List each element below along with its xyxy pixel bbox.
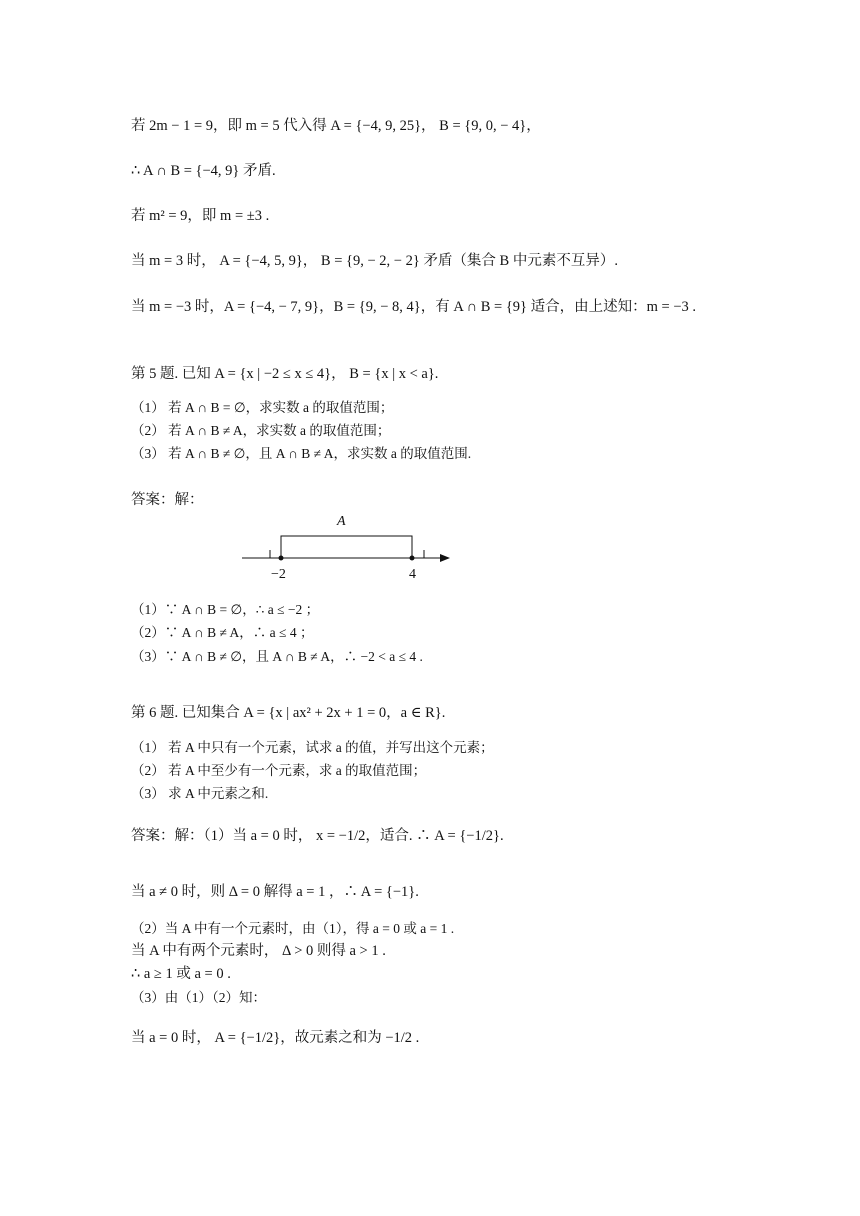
- text-line: ∴ a ≥ 1 或 a = 0 .: [131, 966, 231, 982]
- text-line: 当 m = −3 时，A = {−4, − 7, 9}，B = {9, − 8, 4}，有 A ∩ B = {9} 适合，由上述知：m = −3 .: [131, 299, 696, 315]
- right-endpoint-label: 4: [409, 567, 416, 582]
- solution-5-part-2: （2）∵ A ∩ B ≠ A，∴ a ≤ 4 ；: [131, 625, 314, 640]
- solution-5-part-3: （3）∵ A ∩ B ≠ ∅，且 A ∩ B ≠ A，∴ −2 < a ≤ 4 .: [131, 649, 423, 664]
- problem-6-part-2: （2） 若 A 中至少有一个元素，求 a 的取值范围；: [131, 763, 427, 778]
- set-a-interval: [281, 536, 412, 558]
- problem-6-title: 第 6 题. 已知集合 A = {x | ax² + 2x + 1 = 0，a ∈ R}.: [131, 705, 446, 721]
- text-line: 当 m = 3 时， A = {−4, 5, 9}， B = {9, − 2, − 2} 矛盾（集合 B 中元素不互异）.: [131, 253, 618, 269]
- text-line: 当 a ≠ 0 时，则 Δ = 0 解得 a = 1 ，∴ A = {−1}.: [131, 884, 419, 900]
- problem-6-part-3: （3） 求 A 中元素之和.: [131, 786, 269, 801]
- text-line: 当 a = 0 时， A = {−1/2}，故元素之和为 −1/2 .: [131, 1030, 420, 1046]
- text-line: 若 m² = 9，即 m = ±3 .: [131, 208, 270, 224]
- text-line: 若 2m − 1 = 9，即 m = 5 代入得 A = {−4, 9, 25}， B = {9, 0, − 4}，: [131, 118, 541, 134]
- answer-6-part-3: （3）由（1）（2）知：: [131, 990, 266, 1005]
- problem-5-part-3: （3） 若 A ∩ B ≠ ∅，且 A ∩ B ≠ A，求实数 a 的取值范围.: [131, 446, 472, 461]
- text-line: ∴ A ∩ B = {−4, 9} 矛盾.: [131, 163, 276, 179]
- left-endpoint-label: −2: [271, 567, 286, 582]
- answer-6-part-1: 答案：解：（1）当 a = 0 时， x = −1/2，适合. ∴ A = {−1/2}.: [131, 828, 504, 844]
- solution-5-part-1: （1）∵ A ∩ B = ∅，∴ a ≤ −2 ；: [131, 602, 320, 617]
- problem-5-title: 第 5 题. 已知 A = {x | −2 ≤ x ≤ 4}， B = {x | x < a}.: [131, 366, 439, 382]
- problem-6-part-1: （1） 若 A 中只有一个元素，试求 a 的值，并写出这个元素；: [131, 740, 494, 755]
- answer-6-part-2: （2）当 A 中有一个元素时，由（1），得 a = 0 或 a = 1 .: [131, 921, 455, 936]
- axis-arrow: [440, 554, 450, 562]
- set-label: A: [337, 514, 346, 529]
- problem-5-part-2: （2） 若 A ∩ B ≠ A，求实数 a 的取值范围；: [131, 423, 391, 438]
- number-line-diagram: [238, 512, 458, 588]
- text-line: 当 A 中有两个元素时， Δ > 0 则得 a > 1 .: [131, 943, 386, 959]
- left-endpoint: [279, 556, 284, 561]
- right-endpoint: [410, 556, 415, 561]
- problem-5-part-1: （1） 若 A ∩ B = ∅，求实数 a 的取值范围；: [131, 400, 394, 415]
- answer-label: 答案：解：: [131, 492, 204, 508]
